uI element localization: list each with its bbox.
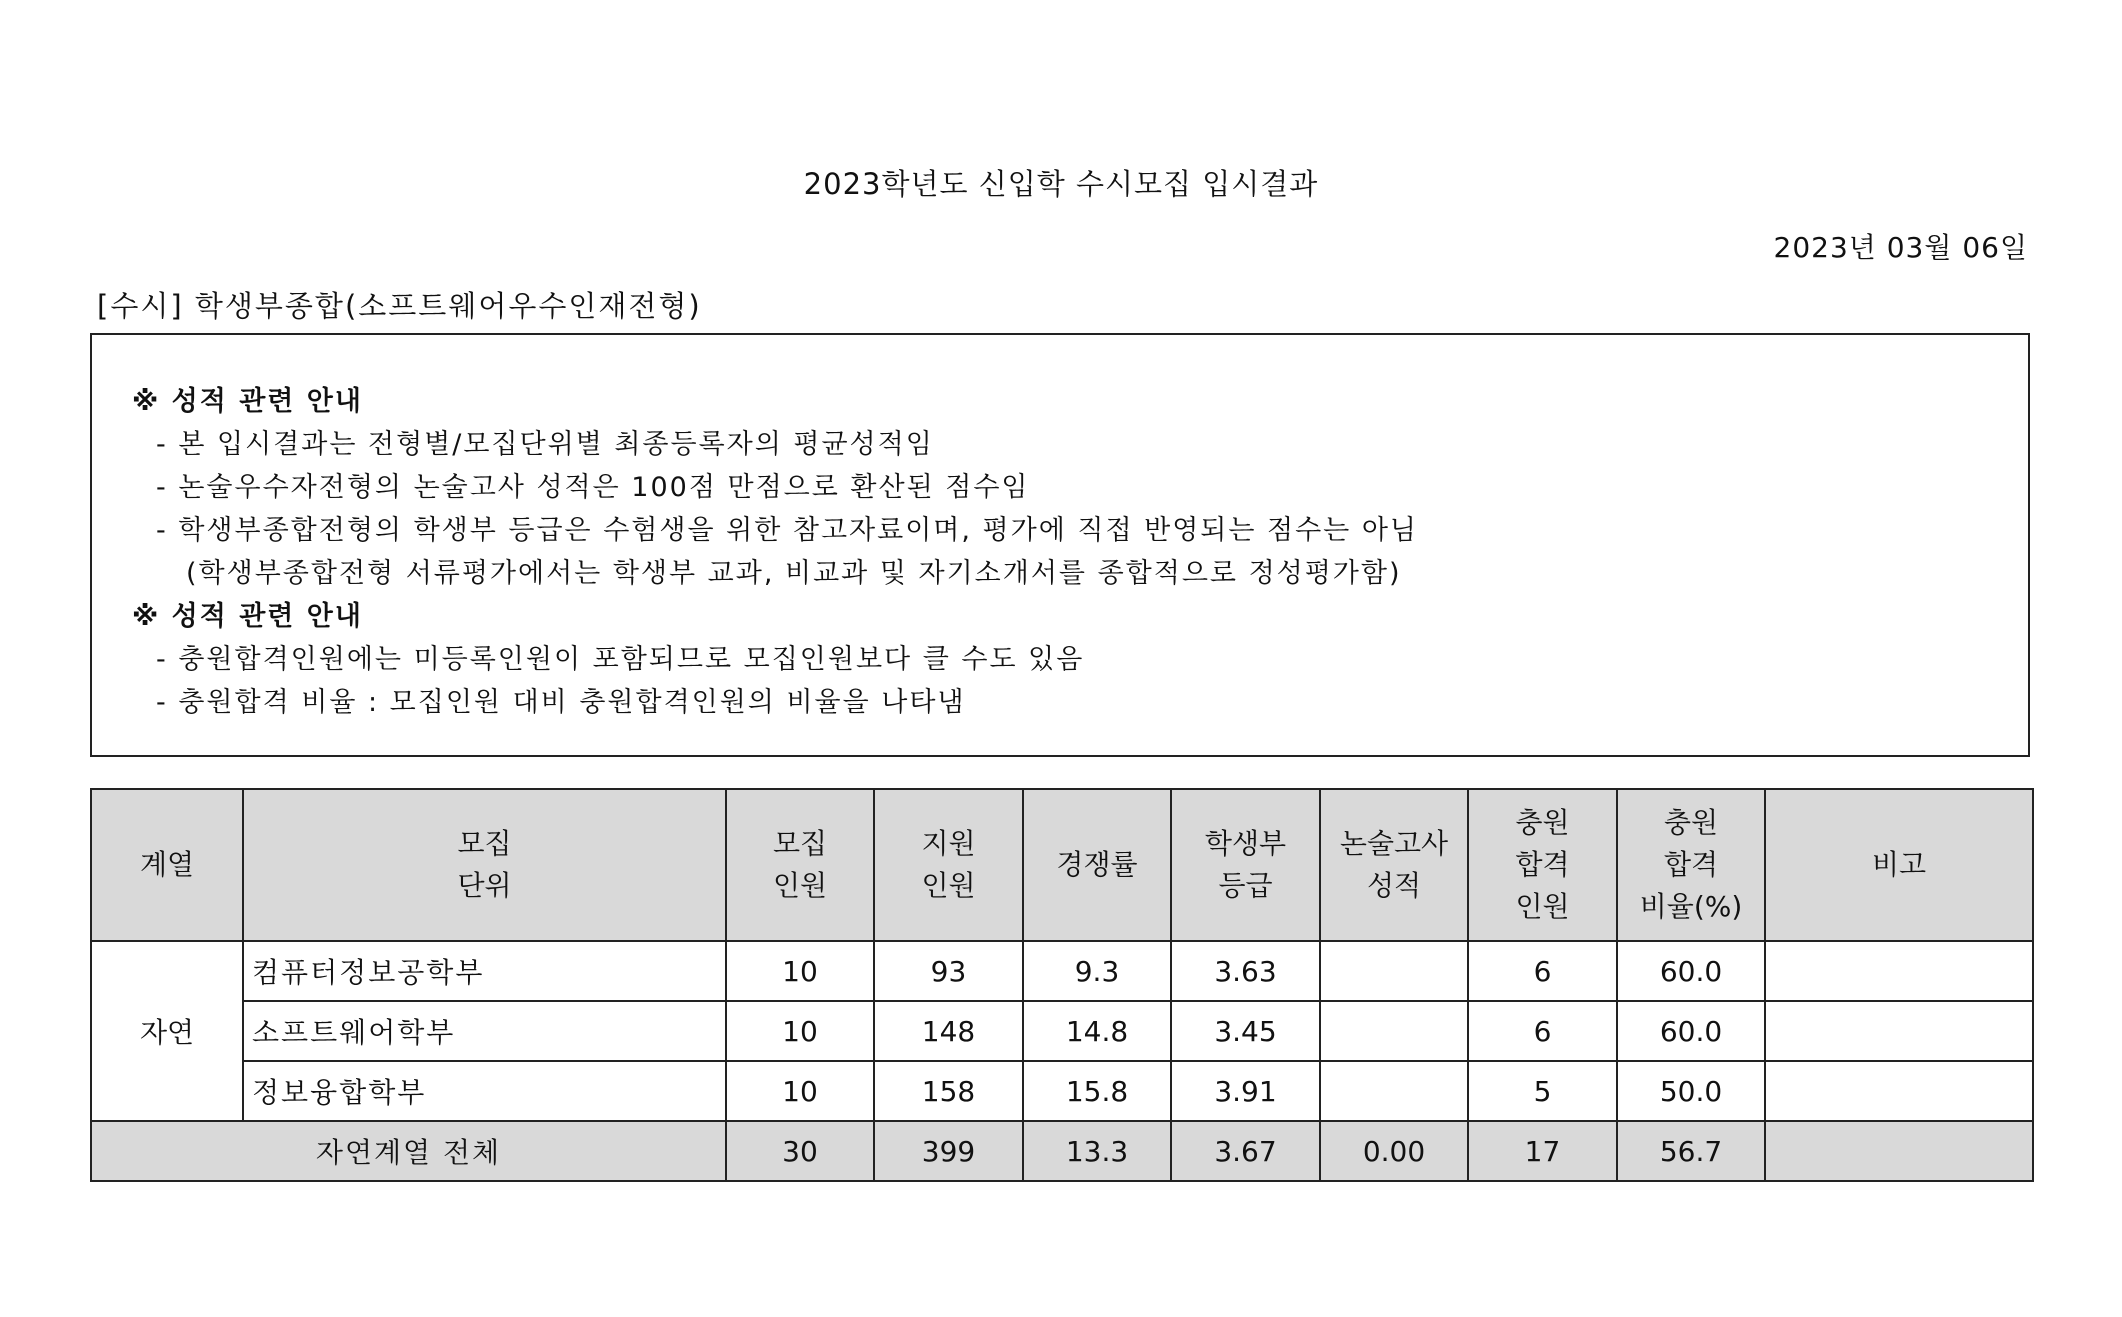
notice-line: - 학생부종합전형의 학생부 등급은 수험생을 위한 참고자료이며, 평가에 직접 반영되는 점수는 아님: [156, 515, 1419, 546]
remarks-cell: [1765, 1001, 2033, 1061]
ratio-cell: 60.0: [1617, 941, 1765, 1001]
total-competition-cell: 13.3: [1023, 1121, 1171, 1181]
header-competition: 경쟁률: [1023, 789, 1171, 941]
remarks-cell: [1765, 1061, 2033, 1121]
total-essay-cell: 0.00: [1320, 1121, 1468, 1181]
competition-cell: 9.3: [1023, 941, 1171, 1001]
quota-cell: 10: [726, 941, 874, 1001]
essay-cell: [1320, 1061, 1468, 1121]
section-heading: [수시] 학생부종합(소프트웨어우수인재전형): [97, 289, 702, 323]
header-applicants: 지원 인원: [874, 789, 1023, 941]
table-header-row: [91, 789, 2033, 941]
total-extra-cell: 17: [1468, 1121, 1617, 1181]
header-grade: 학생부 등급: [1171, 789, 1320, 941]
table-row: [91, 941, 2033, 1001]
total-applicants-cell: 399: [874, 1121, 1023, 1181]
header-unit: 모집 단위: [243, 789, 726, 941]
field-cell: 자연: [91, 941, 243, 1121]
notice-heading: ※ 성적 관련 안내: [132, 386, 363, 417]
notice-line: - 본 입시결과는 전형별/모집단위별 최종등록자의 평균성적임: [156, 429, 934, 460]
total-quota-cell: 30: [726, 1121, 874, 1181]
table-row: [91, 1061, 2033, 1121]
extra-cell: 6: [1468, 1001, 1617, 1061]
header-ratio: 충원 합격 비율(%): [1617, 789, 1765, 941]
grade-cell: 3.63: [1171, 941, 1320, 1001]
ratio-cell: 60.0: [1617, 1001, 1765, 1061]
notice-line: - 논술우수자전형의 논술고사 성적은 100점 만점으로 환산된 점수임: [156, 472, 1030, 503]
document-date: 2023년 03월 06일: [1773, 231, 2028, 264]
competition-cell: 14.8: [1023, 1001, 1171, 1061]
total-grade-cell: 3.67: [1171, 1121, 1320, 1181]
header-quota: 모집 인원: [726, 789, 874, 941]
notice-box: [90, 333, 2030, 757]
extra-cell: 5: [1468, 1061, 1617, 1121]
header-essay: 논술고사 성적: [1320, 789, 1468, 941]
grade-cell: 3.91: [1171, 1061, 1320, 1121]
unit-cell: 컴퓨터정보공학부: [243, 941, 726, 1001]
competition-cell: 15.8: [1023, 1061, 1171, 1121]
total-remarks-cell: [1765, 1121, 2033, 1181]
table-row: [91, 1001, 2033, 1061]
header-extra: 충원 합격 인원: [1468, 789, 1617, 941]
notice-line: - 충원합격인원에는 미등록인원이 포함되므로 모집인원보다 클 수도 있음: [156, 644, 1085, 675]
quota-cell: 10: [726, 1061, 874, 1121]
notice-line: (학생부종합전형 서류평가에서는 학생부 교과, 비교과 및 자기소개서를 종합적으로 정성평가함): [186, 558, 1402, 589]
total-label-cell: 자연계열 전체: [91, 1121, 726, 1181]
grade-cell: 3.45: [1171, 1001, 1320, 1061]
quota-cell: 10: [726, 1001, 874, 1061]
unit-cell: 소프트웨어학부: [243, 1001, 726, 1061]
total-row: [91, 1121, 2033, 1181]
essay-cell: [1320, 941, 1468, 1001]
results-table: [90, 788, 2034, 1182]
applicants-cell: 158: [874, 1061, 1023, 1121]
ratio-cell: 50.0: [1617, 1061, 1765, 1121]
applicants-cell: 148: [874, 1001, 1023, 1061]
essay-cell: [1320, 1001, 1468, 1061]
applicants-cell: 93: [874, 941, 1023, 1001]
total-ratio-cell: 56.7: [1617, 1121, 1765, 1181]
unit-cell: 정보융합학부: [243, 1061, 726, 1121]
header-field: 계열: [91, 789, 243, 941]
remarks-cell: [1765, 941, 2033, 1001]
document-title: 2023학년도 신입학 수시모집 입시결과: [803, 167, 1319, 201]
extra-cell: 6: [1468, 941, 1617, 1001]
notice-line: - 충원합격 비율 : 모집인원 대비 충원합격인원의 비율을 나타냄: [156, 687, 966, 718]
header-remarks: 비고: [1765, 789, 2033, 941]
notice-heading: ※ 성적 관련 안내: [132, 601, 363, 632]
